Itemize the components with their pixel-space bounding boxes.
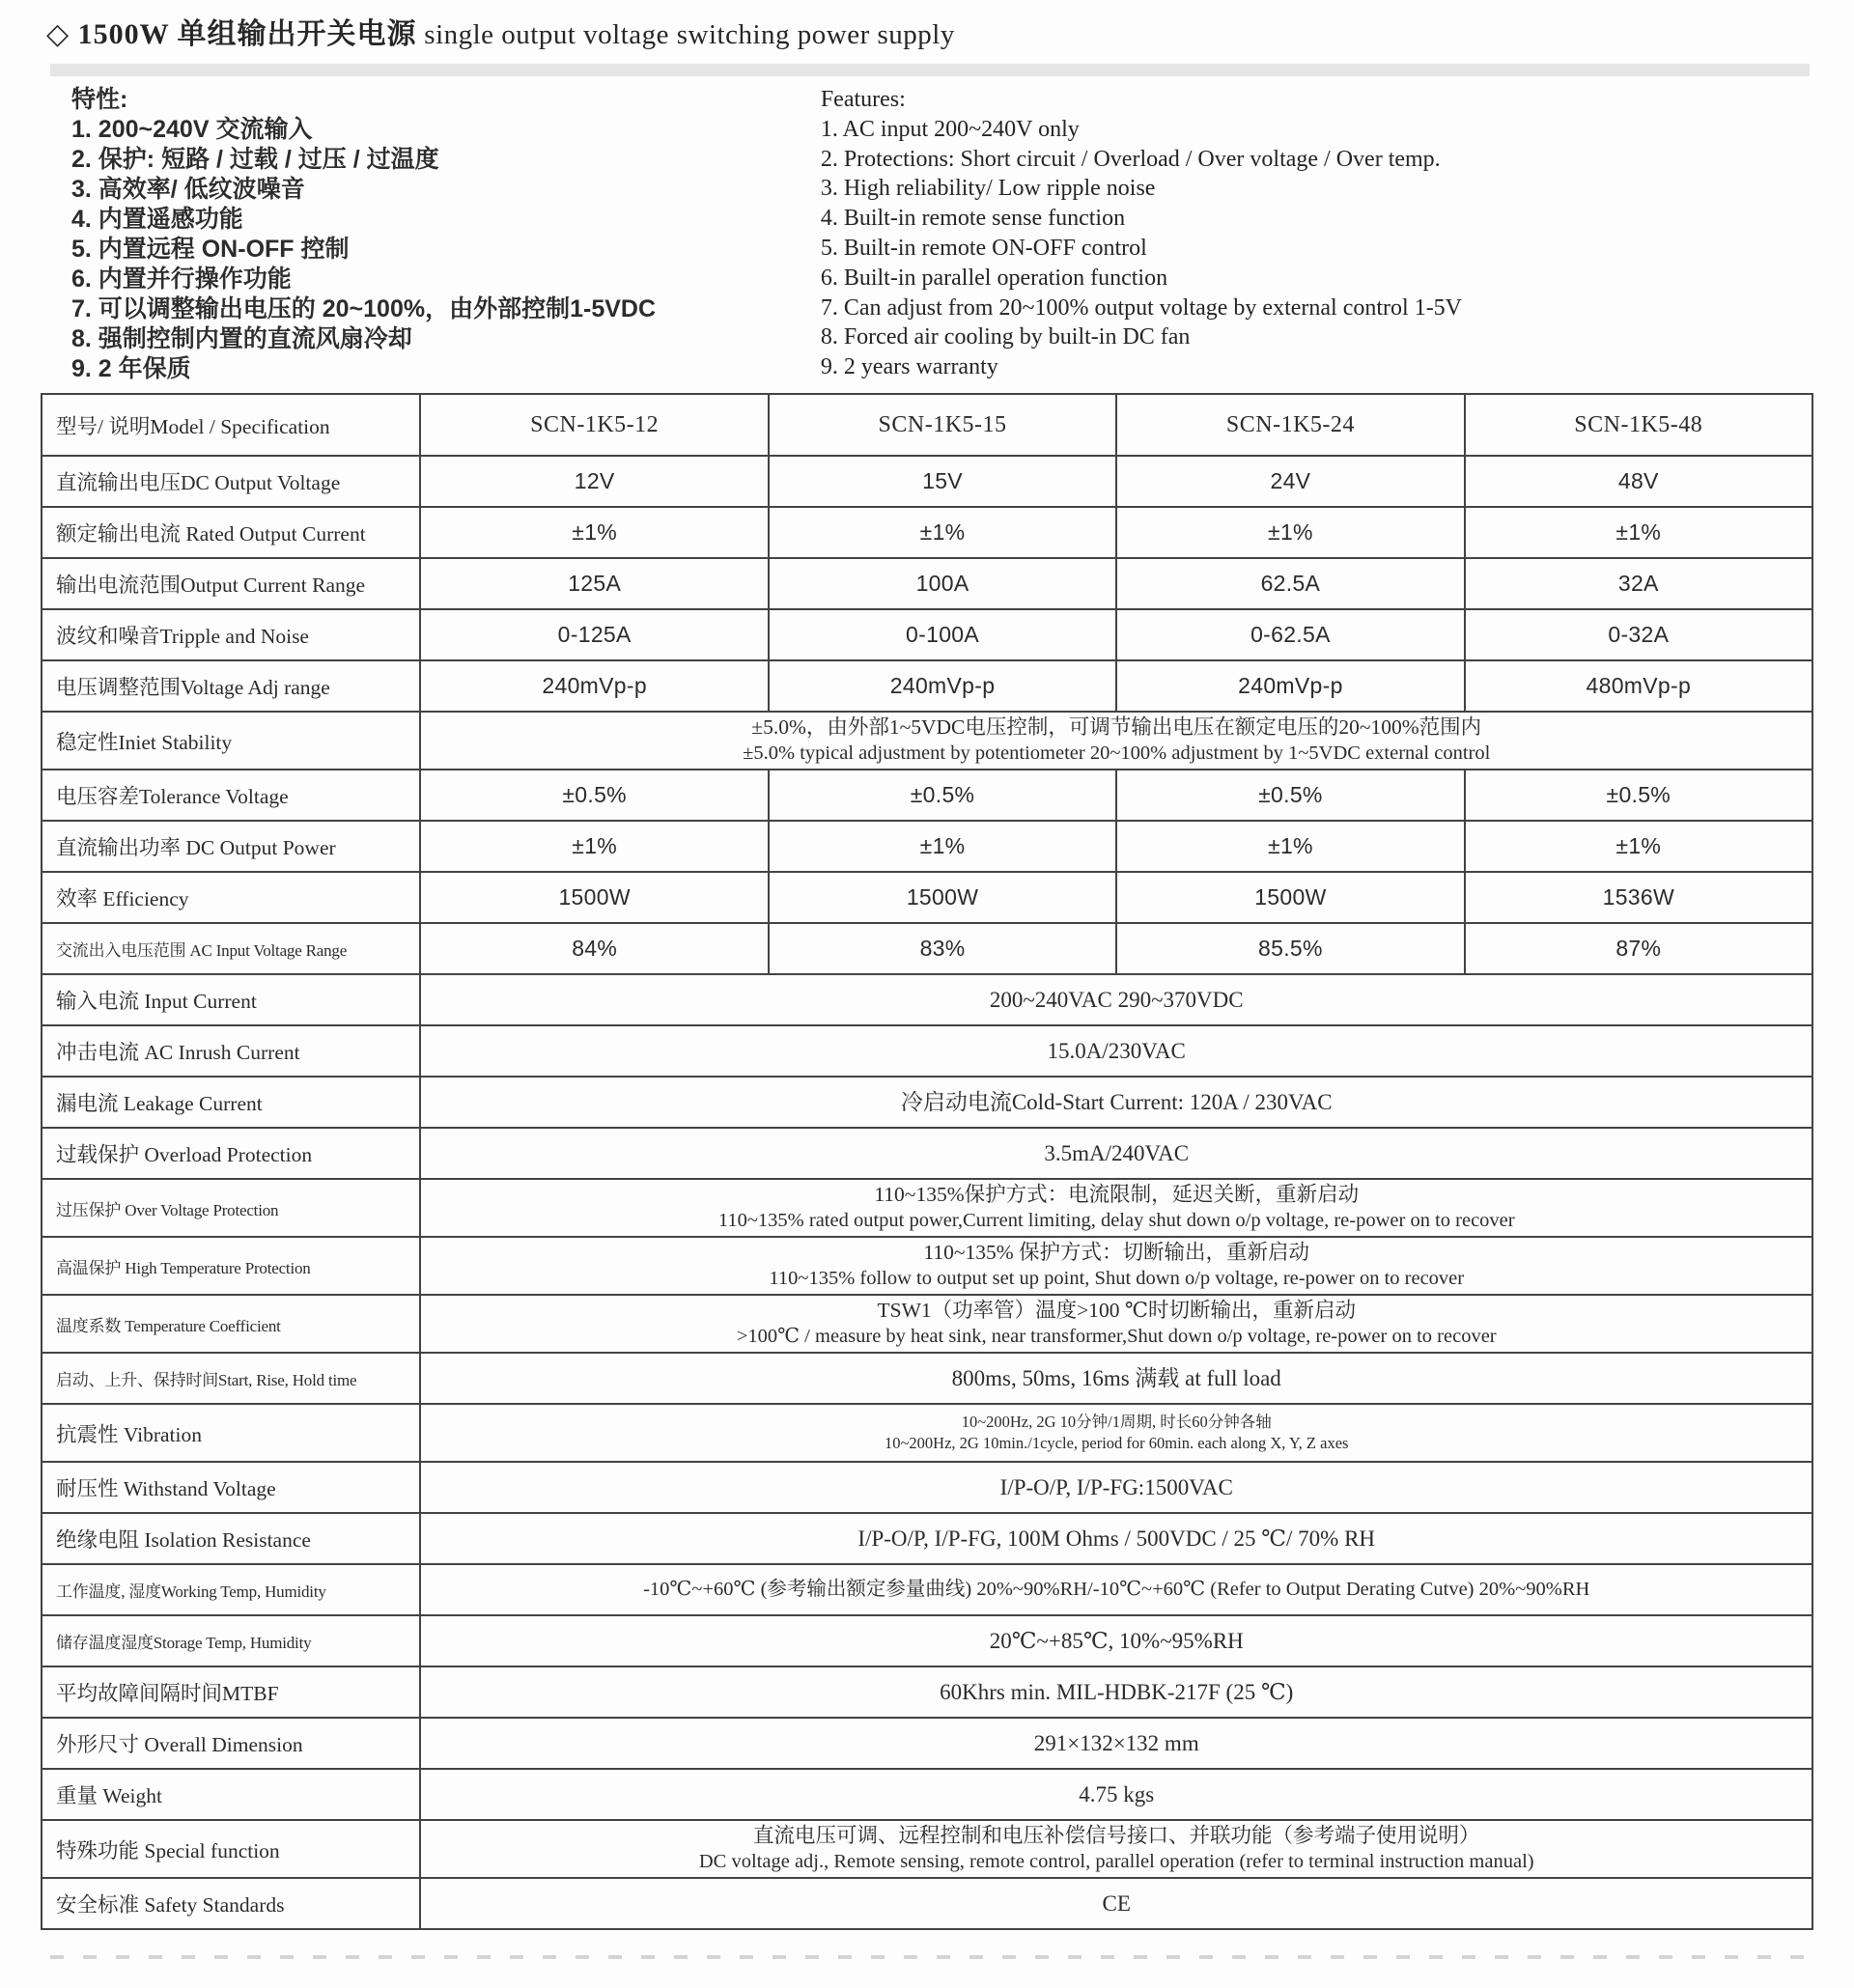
spec-row — [42, 1237, 1812, 1295]
spec-merged-value: DC voltage adj., Remote sensing, remote control, parallel operation (refer to terminal instruction manual) — [698, 1851, 1534, 1872]
spec-row — [42, 1820, 1812, 1878]
spec-row — [42, 1128, 1812, 1179]
spec-value: 83% — [769, 923, 1116, 974]
spec-merged-cell — [420, 1462, 1812, 1513]
features-items-cn — [71, 115, 821, 384]
spec-merged-value: 20℃~+85℃, 10%~95%RH — [989, 1629, 1244, 1653]
spec-value: 240mVp-p — [420, 660, 768, 712]
spec-merged-cell — [420, 1025, 1812, 1077]
spec-row-label: 额定输出电流 Rated Output Current — [42, 507, 420, 558]
spec-merged-value: 60Khrs min. MIL-HDBK-217F (25 ℃) — [940, 1680, 1294, 1704]
spec-value: 0-125A — [420, 609, 768, 660]
spec-merged-value: 冷启动电流Cold-Start Current: 120A / 230VAC — [900, 1090, 1333, 1114]
spec-value: 480mVp-p — [1465, 660, 1812, 712]
spec-row — [42, 923, 1812, 974]
feature-item: 5. Built-in remote ON-OFF control — [820, 235, 1147, 261]
spec-merged-value: TSW1（功率管）温度>100 ℃时切断输出，重新启动 — [877, 1299, 1356, 1322]
spec-row-label: 重量 Weight — [42, 1769, 420, 1820]
spec-row — [42, 456, 1812, 507]
feature-item: 2. 保护: 短路 / 过载 / 过压 / 过温度 — [71, 146, 439, 173]
feature-item: 9. 2 years warranty — [820, 354, 998, 380]
feature-item: 4. Built-in remote sense function — [820, 206, 1126, 232]
spec-value: 87% — [1465, 923, 1812, 974]
spec-value: 1536W — [1465, 872, 1812, 923]
spec-merged-cell — [420, 1878, 1812, 1929]
spec-row — [42, 1769, 1812, 1820]
spec-merged-value: 200~240VAC 290~370VDC — [989, 988, 1244, 1012]
spec-merged-value: 110~135% follow to output set up point, Shut down o/p voltage, re-power on to recover — [769, 1268, 1465, 1289]
spec-row — [42, 1615, 1812, 1666]
spec-row-label: 安全标准 Safety Standards — [42, 1878, 420, 1929]
spec-row — [42, 712, 1812, 770]
spec-row — [42, 974, 1812, 1025]
spec-value: 100A — [769, 558, 1116, 609]
model-name: SCN-1K5-15 — [769, 394, 1116, 456]
feature-item: 2. Protections: Short circuit / Overload / Over voltage / Over temp. — [820, 146, 1441, 172]
spec-row — [42, 872, 1812, 923]
features-items-en — [821, 115, 1813, 382]
spec-value: 32A — [1465, 558, 1812, 609]
spec-row-label: 特殊功能 Special function — [42, 1820, 420, 1878]
features-section — [41, 85, 1813, 384]
spec-merged-value: ±5.0% typical adjustment by potentiometer 20~100% adjustment by 1~5VDC external control — [743, 742, 1491, 764]
feature-item: 1. 200~240V 交流输入 — [71, 116, 313, 143]
spec-row — [42, 558, 1812, 609]
spec-row — [42, 1077, 1812, 1128]
spec-row — [42, 1353, 1812, 1404]
spec-row-label: 过压保护 Over Voltage Protection — [42, 1179, 420, 1237]
spec-row-label: 抗震性 Vibration — [42, 1404, 420, 1462]
specification-table — [41, 393, 1813, 1930]
spec-value: ±1% — [769, 821, 1116, 872]
spec-row-label: 输出电流范围Output Current Range — [42, 558, 420, 609]
model-spec-header: 型号/ 说明Model / Specification — [42, 394, 420, 456]
spec-row — [42, 609, 1812, 660]
spec-row — [42, 1666, 1812, 1718]
spec-merged-cell — [420, 1615, 1812, 1666]
spec-row-label: 直流输出功率 DC Output Power — [42, 821, 420, 872]
spec-value: ±1% — [1116, 507, 1464, 558]
spec-row — [42, 1404, 1812, 1462]
scan-artifact-line — [50, 1955, 1804, 1959]
spec-value: 85.5% — [1116, 923, 1464, 974]
spec-row-label: 电压调整范围Voltage Adj range — [42, 660, 420, 712]
spec-row-label: 电压容差Tolerance Voltage — [42, 770, 420, 821]
feature-item: 9. 2 年保质 — [71, 355, 191, 382]
spec-row — [42, 1513, 1812, 1564]
spec-merged-value: I/P-O/P, I/P-FG:1500VAC — [999, 1475, 1233, 1499]
spec-row-label: 储存温度湿度Storage Temp, Humidity — [42, 1615, 420, 1666]
spec-merged-cell — [420, 1077, 1812, 1128]
spec-row-label: 温度系数 Temperature Coefficient — [42, 1295, 420, 1353]
spec-row-label: 工作温度, 湿度Working Temp, Humidity — [42, 1564, 420, 1615]
spec-merged-cell — [420, 1513, 1812, 1564]
spec-row-label: 冲击电流 AC Inrush Current — [42, 1025, 420, 1077]
feature-item: 6. Built-in parallel operation function — [820, 265, 1168, 291]
spec-row-label: 启动、上升、保持时间Start, Rise, Hold time — [42, 1353, 420, 1404]
spec-value: ±0.5% — [1116, 770, 1464, 821]
spec-row-label: 效率 Efficiency — [42, 872, 420, 923]
feature-item: 7. 可以调整输出电压的 20~100%，由外部控制1-5VDC — [71, 295, 657, 322]
spec-row — [42, 1718, 1812, 1769]
spec-merged-cell — [420, 1237, 1812, 1295]
features-heading-cn: 特性: — [71, 86, 128, 113]
feature-item: 3. 高效率/ 低纹波噪音 — [71, 176, 305, 203]
spec-merged-cell — [420, 1666, 1812, 1718]
spec-row-label: 绝缘电阻 Isolation Resistance — [42, 1513, 420, 1564]
feature-item: 8. Forced air cooling by built-in DC fan — [820, 324, 1191, 350]
spec-merged-value: 直流电压可调、远程控制和电压补偿信号接口、并联功能（参考端子使用说明） — [752, 1824, 1480, 1847]
spec-merged-cell — [420, 1179, 1812, 1237]
spec-value: 24V — [1116, 456, 1464, 507]
spec-row — [42, 1025, 1812, 1077]
feature-item: 4. 内置遥感功能 — [71, 206, 243, 233]
model-name: SCN-1K5-48 — [1465, 394, 1812, 456]
table-header-row — [42, 394, 1812, 456]
spec-merged-value: I/P-O/P, I/P-FG, 100M Ohms / 500VDC / 25 ℃/ 70% RH — [857, 1526, 1376, 1551]
spec-merged-cell — [420, 974, 1812, 1025]
spec-merged-cell — [420, 1769, 1812, 1820]
spec-row-label: 稳定性Iniet Stability — [42, 712, 420, 770]
model-name: SCN-1K5-24 — [1116, 394, 1464, 456]
spec-merged-value: 291×132×132 mm — [1033, 1731, 1199, 1755]
feature-item: 3. High reliability/ Low ripple noise — [820, 176, 1156, 202]
spec-row-label: 外形尺寸 Overall Dimension — [42, 1718, 420, 1769]
spec-value: ±1% — [1465, 821, 1812, 872]
spec-merged-value: -10℃~+60℃ (参考输出额定参量曲线) 20%~90%RH/-10℃~+60℃ (Refer to Output Derating Cutve) 20%~90%RH — [643, 1579, 1590, 1600]
spec-row-label: 平均故障间隔时间MTBF — [42, 1666, 420, 1718]
spec-value: 48V — [1465, 456, 1812, 507]
feature-item: 5. 内置远程 ON-OFF 控制 — [71, 236, 350, 263]
page-title-cn: ◇ 1500W 单组输出开关电源 — [46, 18, 417, 50]
spec-merged-cell — [420, 1404, 1812, 1462]
spec-value: ±0.5% — [420, 770, 768, 821]
spec-row — [42, 507, 1812, 558]
spec-value: ±0.5% — [769, 770, 1116, 821]
features-list-en — [821, 85, 1813, 384]
spec-merged-value: 10~200Hz, 2G 10分钟/1周期, 时长60分钟各轴 — [961, 1413, 1272, 1431]
feature-item: 6. 内置并行操作功能 — [71, 266, 292, 293]
spec-value: 62.5A — [1116, 558, 1464, 609]
spec-value: 1500W — [1116, 872, 1464, 923]
spec-value: 15V — [769, 456, 1116, 507]
spec-row-label: 高温保护 High Temperature Protection — [42, 1237, 420, 1295]
spec-merged-value: 800ms, 50ms, 16ms 满载 at full load — [951, 1366, 1281, 1390]
spec-value: 240mVp-p — [1116, 660, 1464, 712]
spec-value: 125A — [420, 558, 768, 609]
feature-item: 1. AC input 200~240V only — [820, 116, 1080, 142]
page-title — [41, 15, 1813, 56]
feature-item: 8. 强制控制内置的直流风扇冷却 — [71, 325, 412, 352]
spec-merged-value: 110~135% 保护方式：切断输出，重新启动 — [923, 1241, 1310, 1264]
spec-value: 1500W — [420, 872, 768, 923]
spec-row-label: 直流输出电压DC Output Voltage — [42, 456, 420, 507]
spec-value: ±1% — [1465, 507, 1812, 558]
spec-merged-value: >100℃ / measure by heat sink, near transformer,Shut down o/p voltage, re-power on to recover — [736, 1326, 1497, 1347]
spec-row-label: 漏电流 Leakage Current — [42, 1077, 420, 1128]
spec-merged-cell — [420, 1128, 1812, 1179]
spec-merged-cell — [420, 1353, 1812, 1404]
spec-value: 84% — [420, 923, 768, 974]
feature-item: 7. Can adjust from 20~100% output voltage by external control 1-5V — [820, 294, 1463, 321]
spec-row-label: 过载保护 Overload Protection — [42, 1128, 420, 1179]
spec-value: ±1% — [769, 507, 1116, 558]
spec-merged-cell — [420, 1564, 1812, 1615]
spec-value: 240mVp-p — [769, 660, 1116, 712]
spec-row — [42, 660, 1812, 712]
spec-value: 0-62.5A — [1116, 609, 1464, 660]
spec-value: 12V — [420, 456, 768, 507]
spec-row-label: 输入电流 Input Current — [42, 974, 420, 1025]
spec-row — [42, 770, 1812, 821]
divider-band — [50, 64, 1810, 76]
spec-value: 0-32A — [1465, 609, 1812, 660]
spec-merged-cell — [420, 1718, 1812, 1769]
model-name: SCN-1K5-12 — [420, 394, 768, 456]
spec-merged-value: 110~135% rated output power,Current limiting, delay shut down o/p voltage, re-power on to recover — [717, 1210, 1515, 1231]
spec-row-label: 波纹和噪音Tripple and Noise — [42, 609, 420, 660]
spec-merged-value: 110~135%保护方式：电流限制，延迟关断，重新启动 — [874, 1183, 1360, 1206]
spec-row-label: 交流出入电压范围 AC Input Voltage Range — [42, 923, 420, 974]
spec-merged-value: 3.5mA/240VAC — [1044, 1141, 1190, 1165]
spec-merged-cell — [420, 712, 1812, 770]
spec-value: 1500W — [769, 872, 1116, 923]
spec-merged-cell — [420, 1295, 1812, 1353]
spec-row — [42, 821, 1812, 872]
features-list-cn — [41, 85, 821, 384]
spec-row — [42, 1179, 1812, 1237]
features-heading-en: Features: — [820, 87, 906, 112]
spec-row — [42, 1878, 1812, 1929]
spec-merged-value: 10~200Hz, 2G 10min./1cycle, period for 60min. each along X, Y, Z axes — [885, 1434, 1349, 1452]
spec-merged-value: ±5.0%，由外部1~5VDC电压控制，可调节输出电压在额定电压的20~100%范围内 — [751, 715, 1482, 739]
spec-value: 0-100A — [769, 609, 1116, 660]
spec-merged-value: 4.75 kgs — [1079, 1782, 1155, 1806]
spec-value: ±1% — [420, 507, 768, 558]
spec-value: ±1% — [1116, 821, 1464, 872]
spec-merged-value: 15.0A/230VAC — [1047, 1039, 1186, 1063]
spec-row-label: 耐压性 Withstand Voltage — [42, 1462, 420, 1513]
spec-value: ±1% — [420, 821, 768, 872]
spec-merged-value: CE — [1102, 1891, 1131, 1916]
spec-row — [42, 1564, 1812, 1615]
page-title-en: single output voltage switching power supply — [416, 19, 955, 50]
spec-value: ±0.5% — [1465, 770, 1812, 821]
spec-row — [42, 1295, 1812, 1353]
spec-merged-cell — [420, 1820, 1812, 1878]
spec-row — [42, 1462, 1812, 1513]
